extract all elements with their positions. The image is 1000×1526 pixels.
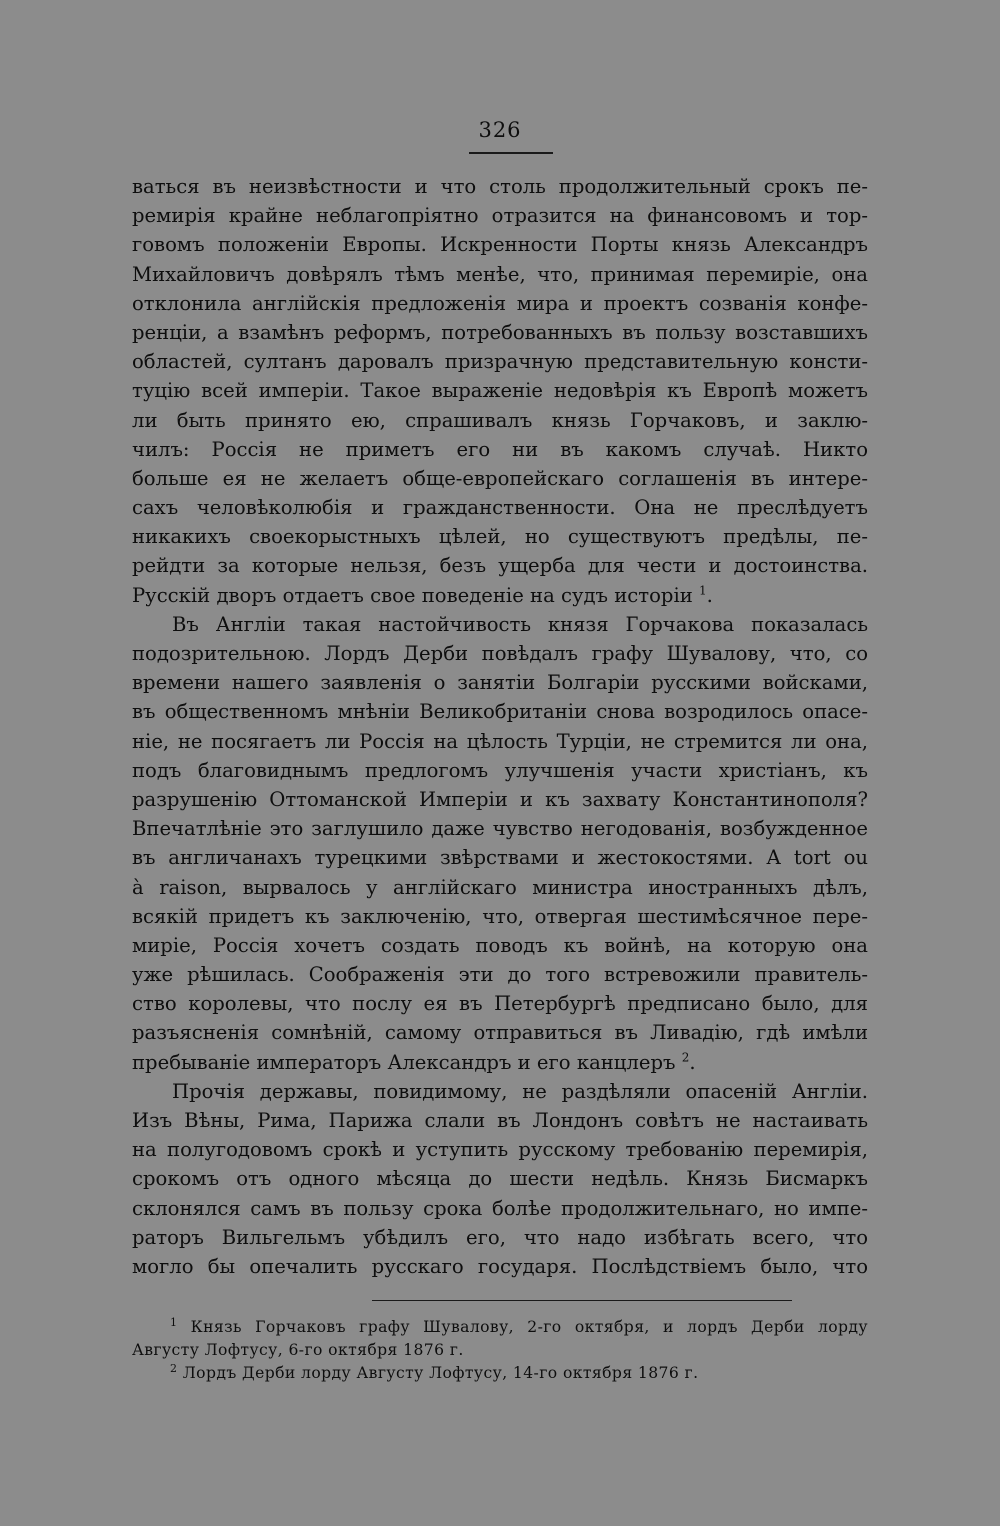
page-number-underline [469,152,553,154]
text-line: могло бы опечалить русскаго государя. Послѣдствіемъ было, что [132,1254,868,1278]
text-line: больше ея не желаетъ обще-европейскаго соглашенія въ интере- [132,466,868,490]
text-line: срокомъ отъ одного мѣсяца до шести недѣль. Князь Бисмаркъ [132,1167,868,1191]
text-line: разъясненія сомнѣній, самому отправиться въ Ливадію, гдѣ имѣли [132,1021,868,1045]
text-line: сахъ человѣколюбія и гражданственности. Она не преслѣдуетъ [132,496,868,520]
book-page [132,0,868,1526]
punctuation: . [706,583,713,607]
footnote-1-line [132,1316,868,1339]
text-line: ніе, не посягаетъ ли Россія на цѣлость Турціи, не стремится ли она, [132,729,868,753]
footnote-divider [372,1300,792,1301]
text-line: ремирія крайне неблагопріятно отразится на финансовомъ и тор- [132,204,868,228]
text-line: ство королевы, что послу ея въ Петербургѣ предписано было, для [132,992,868,1016]
footnote-2-line [132,1362,868,1385]
text-line: туцію всей имперіи. Такое выраженіе недовѣрія къ Европѣ можетъ [132,379,868,403]
text-line: на полугодовомъ срокѣ и уступить русскому требованію перемирія, [132,1138,868,1162]
text-line: въ англичанахъ турецкими звѣрствами и жестокостями. А tort ou [132,846,868,870]
punctuation: . [689,1050,696,1074]
text-line: разрушенію Оттоманской Имперіи и къ захвату Константинополя? [132,787,868,811]
text-line: отклонила англійскія предложенія мира и проектъ созванія конфе- [132,291,868,315]
footnote-text: Лордъ Дерби лорду Августу Лофтусу, 14-го октября 1876 г. [182,1364,699,1382]
footnote-ref[interactable]: 2 [681,1050,690,1065]
text-line-with-ref [132,581,868,610]
text-line: ваться въ неизвѣстности и что столь продолжительный срокъ пе- [132,175,868,198]
text-line: ли быть принято ею, спрашивалъ князь Горчаковъ, и заклю- [132,408,868,432]
text-line: подъ благовиднымъ предлогомъ улучшенія участи христіанъ, къ [132,758,868,782]
text-line: ренціи, а взамѣнъ реформъ, потребованныхъ въ пользу возставшихъ [132,320,868,344]
footnote-text: Князь Горчаковъ графу Шувалову, 2-го октября, и лордъ Дерби лорду [190,1318,868,1336]
text-line-with-ref [132,1048,868,1077]
text-line: времени нашего заявленія о занятіи Болгаріи русскими войсками, [132,671,868,695]
text-line: говомъ положеніи Европы. Искренности Порты князь Александръ [132,233,868,257]
text-line: пребываніе императоръ Александръ и его канцлеръ [132,1050,676,1074]
text-line: никакихъ своекорыстныхъ цѣлей, но существуютъ предѣлы, пе- [132,525,868,549]
body-text [132,172,868,1281]
text-line: уже рѣшилась. Соображенія эти до того встревожили правитель- [132,963,868,987]
text-line: всякій придетъ къ заключенію, что, отвергая шестимѣсячное пере- [132,904,868,928]
text-line: Михайловичъ довѣрялъ тѣмъ менѣе, что, принимая перемиріе, она [132,262,868,286]
text-line: Впечатлѣніе это заглушило даже чувство негодованія, возбужденное [132,817,868,841]
text-line: Русскій дворъ отдаетъ свое поведеніе на судъ исторіи [132,583,693,607]
text-line: склонялся самъ въ пользу срока болѣе продолжительнаго, но импе- [132,1196,868,1220]
page-number: 326 [478,118,522,142]
text-line: Прочія державы, повидимому, не раздѣляли опасеній Англіи. [172,1079,868,1103]
text-line: миріе, Россія хочетъ создать поводъ къ войнѣ, на которую она [132,933,868,957]
text-line: областей, султанъ даровалъ призрачную представительную консти- [132,350,868,374]
text-line: чилъ: Россія не приметъ его ни въ какомъ случаѣ. Никто [132,437,868,461]
footnotes [132,1316,868,1385]
text-line: à raison, вырвалось у англійскаго министра иностранныхъ дѣлъ, [132,875,868,899]
text-line: Въ Англіи такая настойчивость князя Горчакова показалась [172,612,868,636]
footnote-mark: 1 [170,1315,178,1329]
footnote-ref[interactable]: 1 [699,583,707,598]
text-line: въ общественномъ мнѣніи Великобританіи снова возродилось опасе- [132,700,868,724]
footnote-mark: 2 [170,1361,178,1375]
footnote-1-line: Августу Лофтусу, 6-го октября 1876 г. [132,1341,464,1359]
text-line: подозрительною. Лордъ Дерби повѣдалъ графу Шувалову, что, со [132,642,868,665]
text-line: Изъ Вѣны, Рима, Парижа слали въ Лондонъ совѣтъ не настаивать [132,1109,868,1132]
text-line: раторъ Вильгельмъ убѣдилъ его, что надо избѣгать всего, что [132,1225,868,1249]
text-line: рейдти за которые нельзя, безъ ущерба для чести и достоинства. [132,554,868,578]
